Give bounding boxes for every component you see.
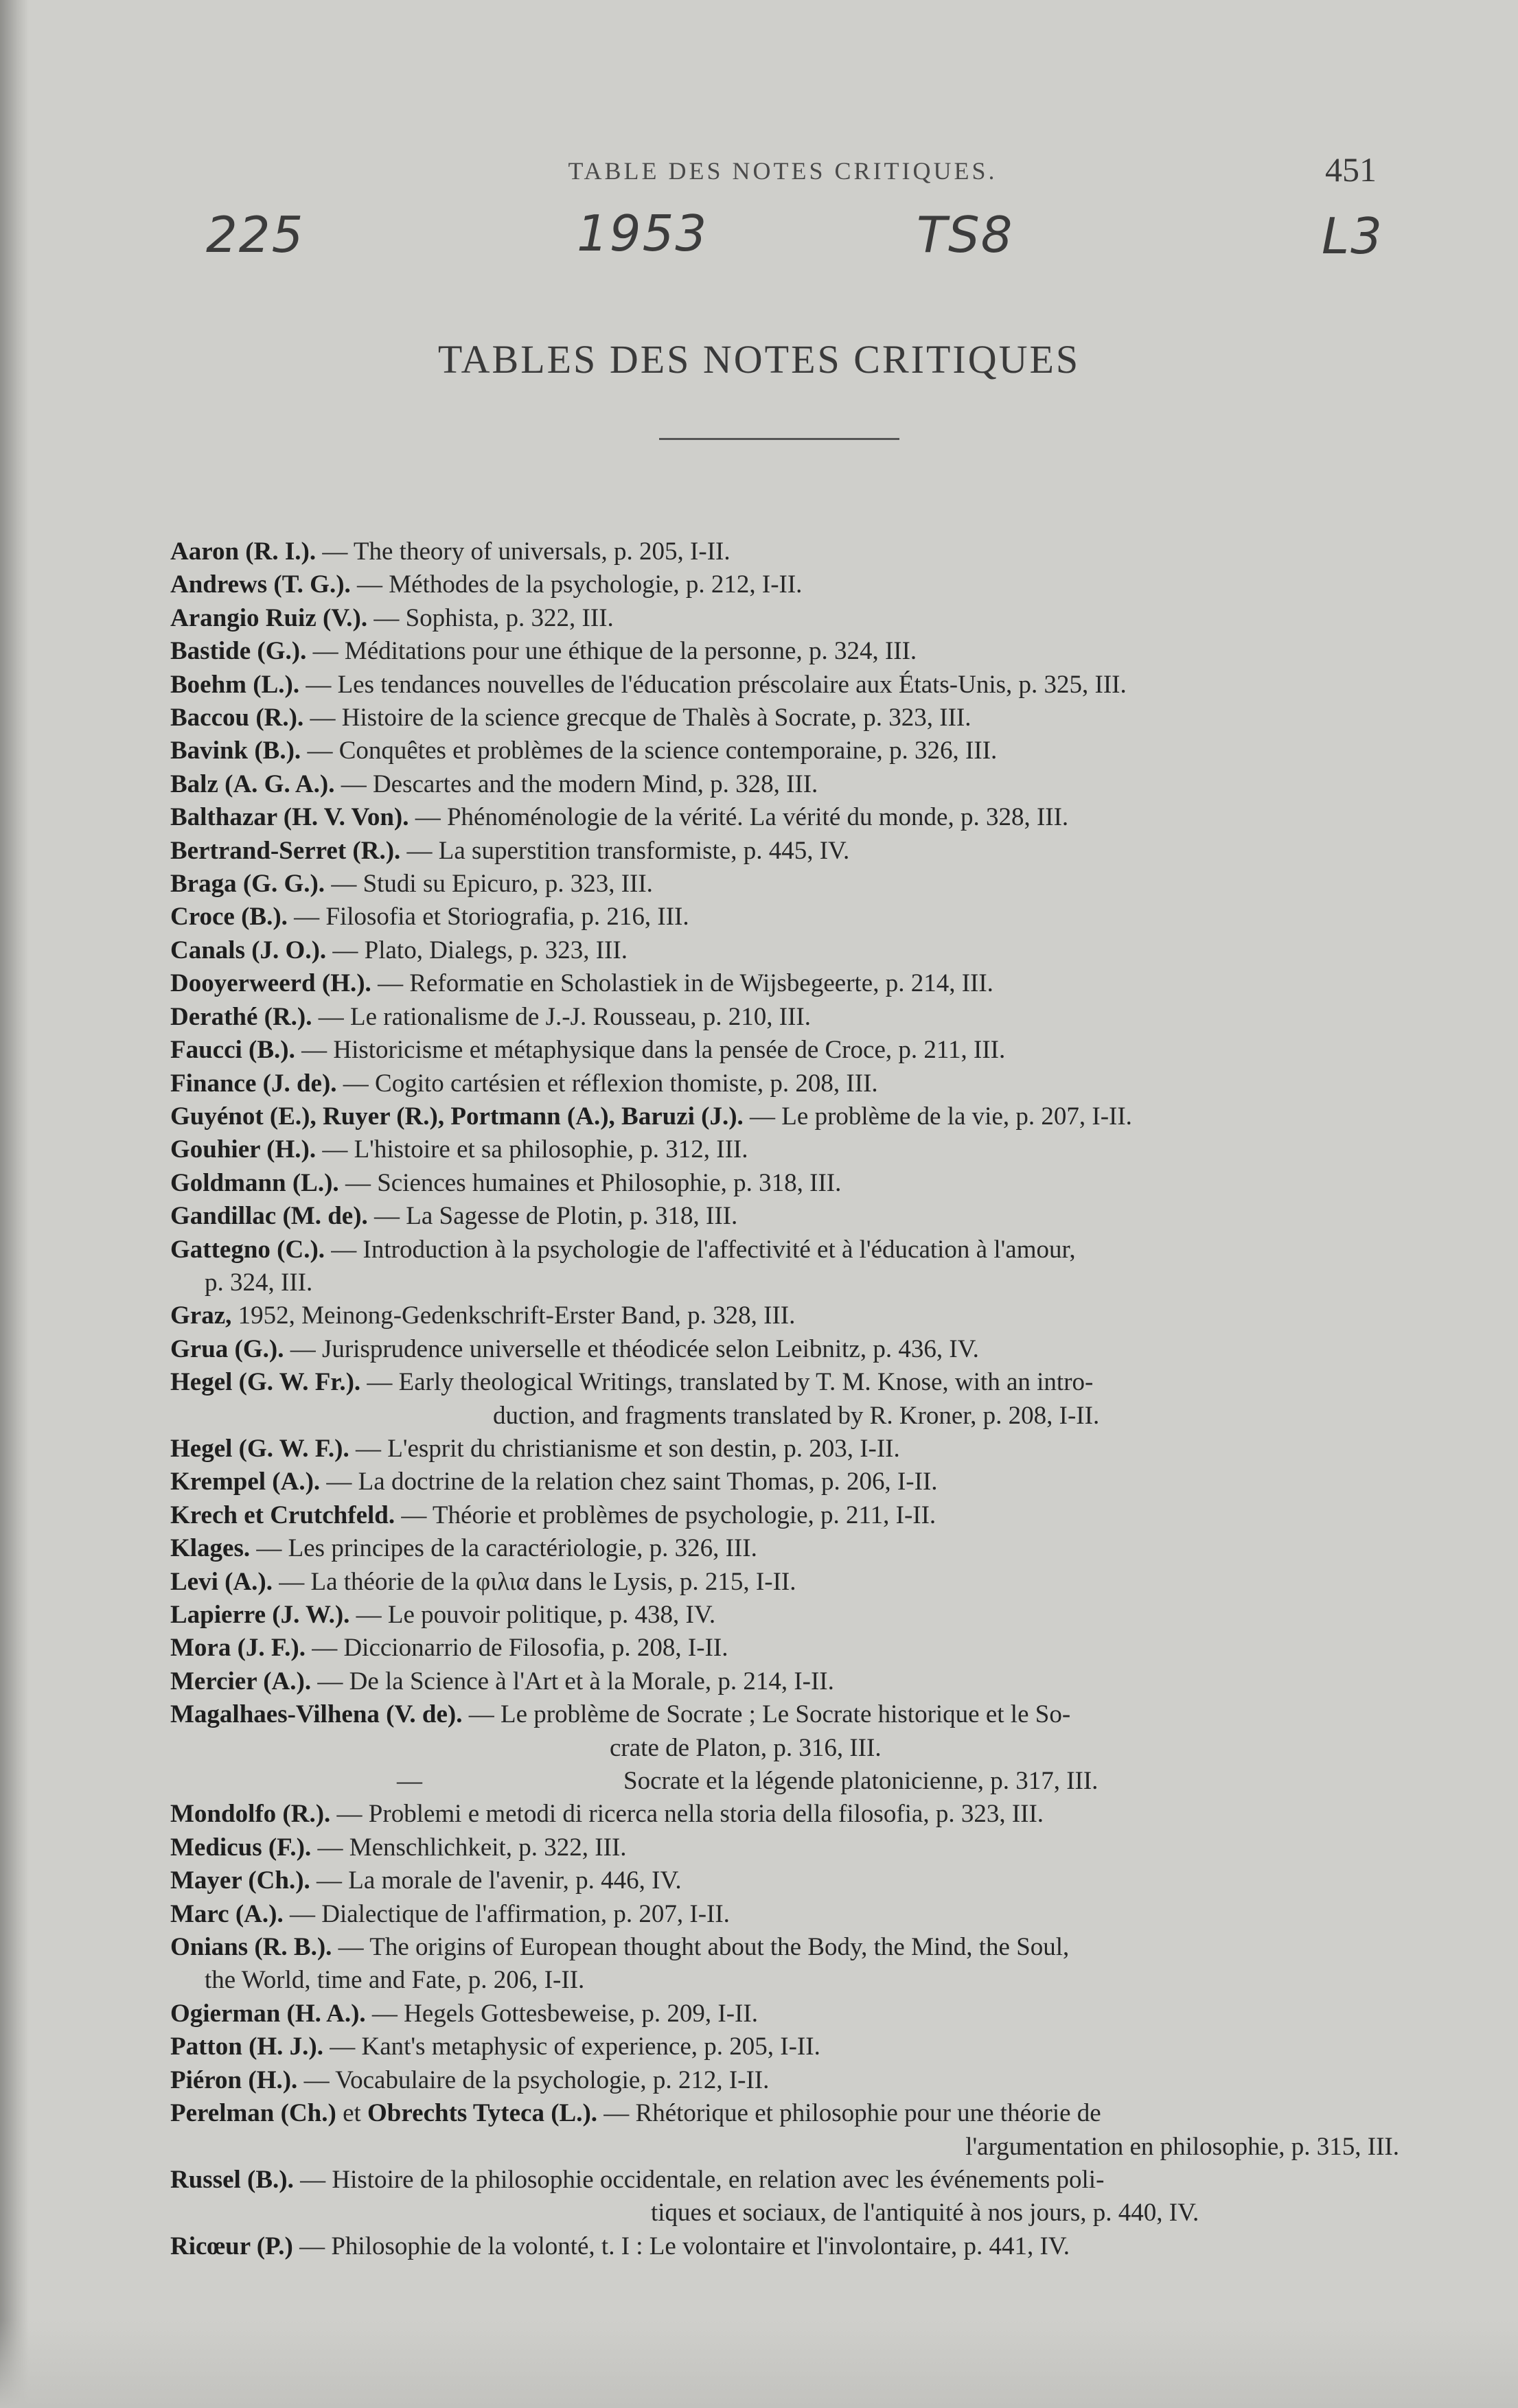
entry-text: — Rhétorique et philosophie pour une théorie de <box>597 2099 1101 2128</box>
entry-author: Mercier (A.). <box>170 1667 312 1695</box>
entry-text: — Early theological Writings, translated by T. M. Knose, with an intro- <box>360 1368 1094 1397</box>
entry-text: — Historicisme et métaphysique dans la pensée de Croce, p. 211, III. <box>295 1036 1006 1065</box>
index-entry <box>170 1798 1399 1831</box>
entry-text: — Le rationalisme de J.-J. Rousseau, p. 210, III. <box>312 1002 811 1031</box>
entry-author: Bavink (B.). <box>170 737 301 765</box>
entry-author: Croce (B.). <box>170 903 288 931</box>
index-entry <box>170 1167 1399 1200</box>
ditto-dash: — <box>397 1767 422 1796</box>
entry-text: — Descartes and the modern Mind, p. 328, III. <box>334 769 818 798</box>
entry-text: — Sophista, p. 322, III. <box>367 603 614 632</box>
title-rule <box>659 438 899 440</box>
running-head: TABLE DES NOTES CRITIQUES. <box>568 157 998 185</box>
entry-text: — La Sagesse de Plotin, p. 318, III. <box>367 1202 738 1231</box>
entry-text: — Hegels Gottesbeweise, p. 209, I-II. <box>365 1999 758 2028</box>
entry-text: 1952, Meinong-Gedenkschrift-Erster Band, p. 328, III. <box>231 1301 796 1330</box>
index-entry <box>170 868 1399 901</box>
entry-author: Guyénot (E.), Ruyer (R.), Portmann (A.), Baruzi (J.). <box>170 1102 744 1131</box>
index-entry <box>170 768 1399 801</box>
index-entry <box>170 1864 1399 1897</box>
index-entry <box>170 1433 1399 1466</box>
entry-text: — Vocabulaire de la psychologie, p. 212, I-II. <box>297 2065 770 2094</box>
pencil-annotation-2: 1953 <box>577 205 709 262</box>
entry-author: Arangio Ruiz (V.). <box>170 603 368 632</box>
entry-text: — Méthodes de la psychologie, p. 212, I-II. <box>350 570 803 599</box>
entry-continuation: the World, time and Fate, p. 206, I-II. <box>205 1966 585 1995</box>
entry-author: Obrechts Tyteca (L.). <box>367 2099 598 2128</box>
page-title: TABLES DES NOTES CRITIQUES <box>437 337 1081 382</box>
pencil-annotation-3: TS8 <box>917 206 1014 264</box>
index-entry <box>170 535 1399 568</box>
scan-bottom-shadow <box>0 2320 1518 2408</box>
entry-text: — Filosofia et Storiografia, p. 216, III. <box>287 903 689 931</box>
index-entry <box>170 1599 1399 1632</box>
entry-author: Bertrand-Serret (R.). <box>170 836 401 865</box>
index-entry <box>170 1067 1399 1100</box>
entry-author: Goldmann (L.). <box>170 1168 339 1197</box>
entry-text: — Les principes de la caractériologie, p. 326, III. <box>250 1534 757 1563</box>
entry-author: Onians (R. B.). <box>170 1933 332 1962</box>
index-entry <box>170 801 1399 834</box>
entry-author: Medicus (F.). <box>170 1833 312 1862</box>
index-entry <box>170 2030 1399 2063</box>
entry-author: Levi (A.). <box>170 1567 273 1596</box>
entry-text: — Dialectique de l'affirmation, p. 207, I-II. <box>283 1899 730 1928</box>
entry-author: Dooyerweerd (H.). <box>170 969 371 998</box>
entry-author: Gandillac (M. de). <box>170 1202 368 1231</box>
entry-author: Andrews (T. G.). <box>170 570 351 599</box>
entry-author: Grua (G.). <box>170 1334 284 1363</box>
index-entry <box>170 967 1399 1000</box>
entry-text: — Théorie et problèmes de psychologie, p. 211, I-II. <box>395 1501 936 1529</box>
index-entry <box>170 1898 1399 1931</box>
index-entry <box>170 901 1399 934</box>
entry-author: Marc (A.). <box>170 1899 284 1928</box>
entry-author: Ogierman (H. A.). <box>170 1999 366 2028</box>
index-entry <box>170 1466 1399 1498</box>
entry-text: — Plato, Dialegs, p. 323, III. <box>326 936 628 964</box>
entry-text: — Les tendances nouvelles de l'éducation préscolaire aux États-Unis, p. 325, III. <box>299 670 1127 699</box>
index-entry <box>170 1299 1399 1332</box>
entry-author: Faucci (B.). <box>170 1036 295 1065</box>
entry-author: Lapierre (J. W.). <box>170 1601 350 1629</box>
entry-author: Ricœur (P.) <box>170 2232 293 2260</box>
index-entry <box>170 1831 1399 1864</box>
entry-author: Magalhaes-Vilhena (V. de). <box>170 1700 463 1729</box>
index-entry <box>170 1001 1399 1034</box>
index-entry <box>170 1333 1399 1366</box>
index-entry <box>170 2230 1399 2263</box>
entry-author: Mayer (Ch.). <box>170 1866 310 1895</box>
entry-text: — Méditations pour une éthique de la personne, p. 324, III. <box>306 637 917 666</box>
entry-author: Hegel (G. W. Fr.). <box>170 1368 361 1397</box>
entry-author: Russel (B.). <box>170 2165 294 2194</box>
index-entry <box>170 635 1399 668</box>
index-entry <box>170 1566 1399 1599</box>
index-entry <box>170 1234 1399 1300</box>
entry-author: Graz, <box>170 1301 232 1330</box>
index-entry <box>170 1100 1399 1133</box>
index-entry <box>170 1765 1399 1798</box>
entry-author: Braga (G. G.). <box>170 870 325 899</box>
entry-text: — La doctrine de la relation chez saint Thomas, p. 206, I-II. <box>320 1468 938 1496</box>
index-entry <box>170 835 1399 868</box>
entry-author: Patton (H. J.). <box>170 2033 323 2061</box>
index-entry <box>170 1532 1399 1565</box>
entry-text: — L'esprit du christianisme et son destin, p. 203, I-II. <box>349 1434 900 1463</box>
entry-text: — La théorie de la φιλια dans le Lysis, p. 215, I-II. <box>273 1567 796 1596</box>
entry-author: Bastide (G.). <box>170 637 307 666</box>
entry-text: — Le problème de la vie, p. 207, I-II. <box>743 1102 1132 1131</box>
entry-author: Krempel (A.). <box>170 1468 321 1496</box>
entry-text: — Menschlichkeit, p. 322, III. <box>311 1833 627 1862</box>
entry-text: — The origins of European thought about the Body, the Mind, the Soul, <box>332 1933 1070 1962</box>
entry-author: Derathé (R.). <box>170 1002 312 1031</box>
entry-author: Canals (J. O.). <box>170 936 327 964</box>
entry-text: Socrate et la légende platonicienne, p. 317, III. <box>623 1767 1099 1796</box>
entry-text: — Kant's metaphysic of experience, p. 205, I-II. <box>323 2033 820 2061</box>
index-entry <box>170 1665 1399 1698</box>
entry-text: — Histoire de la philosophie occidentale, en relation avec les événements poli- <box>293 2165 1105 2194</box>
entry-text: — Problemi e metodi di ricerca nella storia della filosofia, p. 323, III. <box>330 1800 1044 1829</box>
entry-author: Baccou (R.). <box>170 704 304 732</box>
index-entry <box>170 568 1399 601</box>
entry-text: — Jurisprudence universelle et théodicée selon Leibnitz, p. 436, IV. <box>284 1334 979 1363</box>
index-entry <box>170 1698 1399 1765</box>
entry-text: — Le problème de Socrate ; Le Socrate historique et le So- <box>462 1700 1071 1729</box>
entry-text: — L'histoire et sa philosophie, p. 312, III. <box>316 1135 748 1164</box>
index-entry <box>170 1499 1399 1532</box>
entry-author: Krech et Crutchfeld. <box>170 1501 395 1529</box>
index-entry <box>170 702 1399 734</box>
index-entry <box>170 1034 1399 1067</box>
entry-text: — The theory of universals, p. 205, I-II. <box>316 537 731 566</box>
index-entry <box>170 2064 1399 2097</box>
entry-author: Finance (J. de). <box>170 1069 337 1098</box>
entry-text: — Sciences humaines et Philosophie, p. 318, III. <box>338 1168 842 1197</box>
entry-continuation: crate de Platon, p. 316, III. <box>610 1733 882 1762</box>
entry-text: et <box>336 2099 368 2128</box>
entry-author: Hegel (G. W. F.). <box>170 1434 349 1463</box>
index-entry <box>170 669 1399 702</box>
entry-author: Perelman (Ch.) <box>170 2099 336 2128</box>
entry-author: Balthazar (H. V. Von). <box>170 803 409 832</box>
entry-text: — Reformatie en Scholastiek in de Wijsbegeerte, p. 214, III. <box>371 969 993 998</box>
index-entry <box>170 2164 1399 2230</box>
index-entry <box>170 734 1399 767</box>
index-entry <box>170 1133 1399 1166</box>
entry-author: Klages. <box>170 1534 251 1563</box>
index-entry <box>170 1200 1399 1233</box>
entry-author: Gattegno (C.). <box>170 1235 325 1264</box>
entry-author: Aaron (R. I.). <box>170 537 317 566</box>
index-entry <box>170 602 1399 635</box>
entry-text: — Introduction à la psychologie de l'affectivité et à l'éducation à l'amour, <box>325 1235 1076 1264</box>
entry-text: — Phénoménologie de la vérité. La vérité du monde, p. 328, III. <box>409 803 1069 832</box>
entry-text: — De la Science à l'Art et à la Morale, p. 214, I-II. <box>311 1667 834 1695</box>
entry-continuation: tiques et sociaux, de l'antiquité à nos jours, p. 440, IV. <box>651 2199 1199 2227</box>
entry-text: — Philosophie de la volonté, t. I : Le volontaire et l'involontaire, p. 441, IV. <box>292 2232 1070 2260</box>
index-entry <box>170 934 1399 967</box>
pencil-annotation-4: L3 <box>1322 207 1383 265</box>
page-number: 451 <box>1325 150 1377 189</box>
entry-author: Mora (J. F.). <box>170 1634 306 1663</box>
entry-author: Boehm (L.). <box>170 670 300 699</box>
index-entry <box>170 1998 1399 2030</box>
entry-continuation: duction, and fragments translated by R. Kroner, p. 208, I-II. <box>493 1401 1100 1430</box>
entry-text: — Le pouvoir politique, p. 438, IV. <box>349 1601 716 1629</box>
entry-author: Mondolfo (R.). <box>170 1800 331 1829</box>
entry-author: Gouhier (H.). <box>170 1135 317 1164</box>
entry-continuation: l'argumentation en philosophie, p. 315, III. <box>965 2132 1399 2161</box>
pencil-annotation-1: 225 <box>206 206 305 264</box>
entry-author: Balz (A. G. A.). <box>170 769 335 798</box>
index-entry <box>170 2097 1399 2164</box>
entry-text: — La superstition transformiste, p. 445, IV. <box>400 836 850 865</box>
entry-author: Piéron (H.). <box>170 2065 298 2094</box>
entry-text: — Diccionarrio de Filosofia, p. 208, I-II. <box>305 1634 728 1663</box>
index-entry <box>170 1931 1399 1998</box>
entry-text: — Histoire de la science grecque de Thalès à Socrate, p. 323, III. <box>303 704 971 732</box>
entry-text: — Studi su Epicuro, p. 323, III. <box>325 870 653 899</box>
index-entry <box>170 1366 1399 1433</box>
entry-text: — Cogito cartésien et réflexion thomiste, p. 208, III. <box>336 1069 878 1098</box>
index-entry <box>170 1632 1399 1665</box>
entry-text: — La morale de l'avenir, p. 446, IV. <box>310 1866 682 1895</box>
notes-index <box>170 535 1399 2263</box>
entry-text: — Conquêtes et problèmes de la science contemporaine, p. 326, III. <box>301 737 998 765</box>
entry-continuation: p. 324, III. <box>205 1268 313 1297</box>
